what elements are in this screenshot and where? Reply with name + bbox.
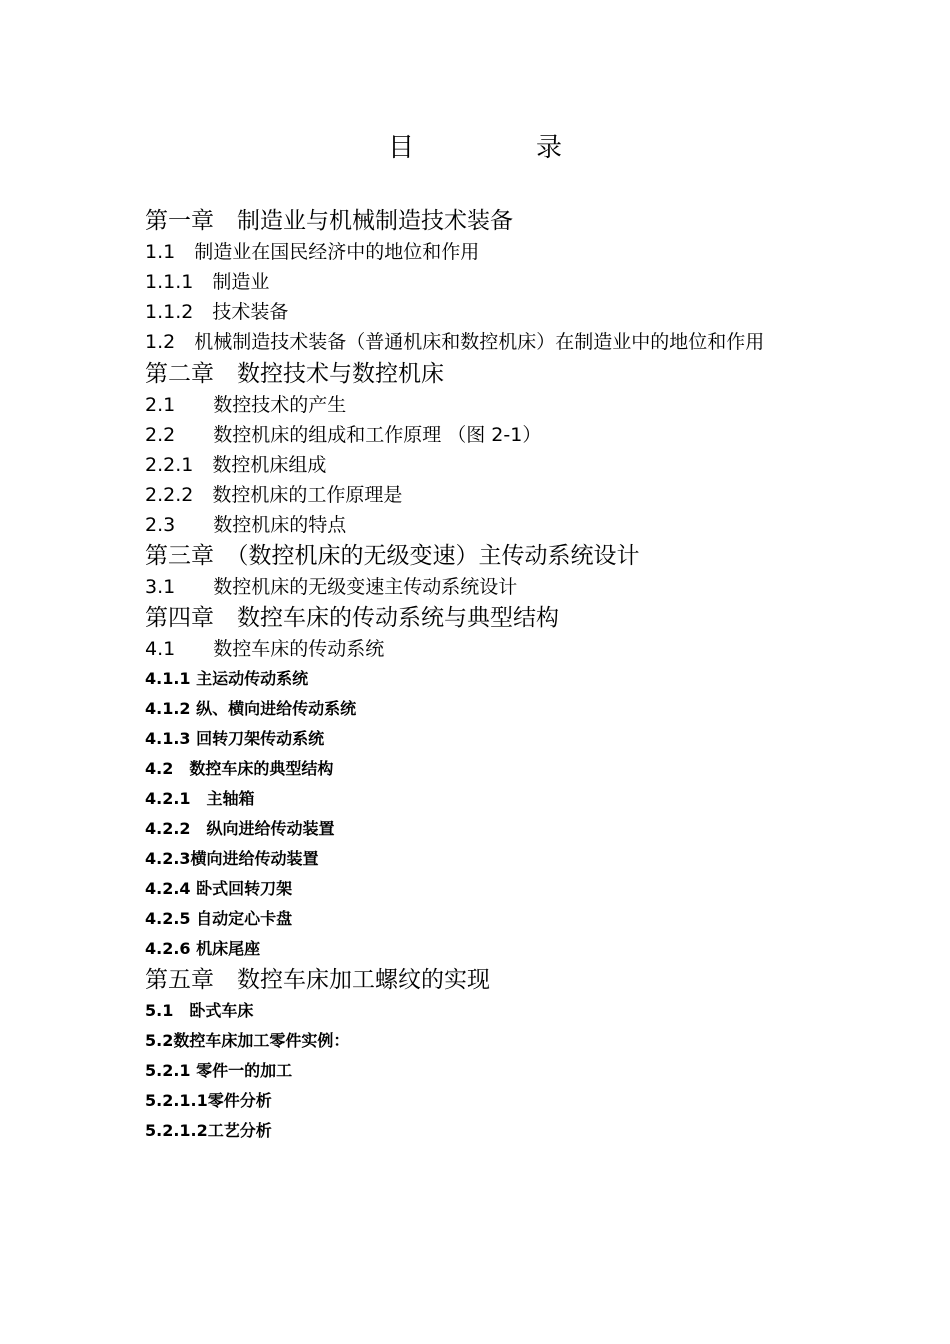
toc-section-1-1[interactable]: 1.1 制造业在国民经济中的地位和作用 bbox=[145, 241, 480, 263]
toc-section-5-1[interactable]: 5.1 卧式车床 bbox=[145, 1001, 254, 1020]
toc-section-4-2-1[interactable]: 4.2.1 主轴箱 bbox=[145, 789, 255, 808]
toc-section-4-2-4[interactable]: 4.2.4 卧式回转刀架 bbox=[145, 879, 293, 898]
toc-list bbox=[145, 205, 825, 1146]
toc-section-5-2-1[interactable]: 5.2.1 零件一的加工 bbox=[145, 1061, 293, 1080]
toc-section-4-1[interactable]: 4.1 数控车床的传动系统 bbox=[145, 638, 385, 660]
toc-title: 目 录 bbox=[387, 133, 610, 163]
toc-chapter-4[interactable]: 第四章 数控车床的传动系统与典型结构 bbox=[145, 605, 559, 631]
toc-section-3-1[interactable]: 3.1 数控机床的无级变速主传动系统设计 bbox=[145, 576, 518, 598]
toc-section-4-2-3[interactable]: 4.2.3横向进给传动装置 bbox=[145, 849, 319, 868]
toc-section-2-2-2[interactable]: 2.2.2 数控机床的工作原理是 bbox=[145, 484, 403, 506]
toc-section-2-1[interactable]: 2.1 数控技术的产生 bbox=[145, 394, 347, 416]
toc-section-1-2[interactable]: 1.2 机械制造技术装备（普通机床和数控机床）在制造业中的地位和作用 bbox=[145, 331, 765, 353]
toc-section-5-2[interactable]: 5.2数控车床加工零件实例： bbox=[145, 1031, 350, 1050]
toc-chapter-2[interactable]: 第二章 数控技术与数控机床 bbox=[145, 361, 444, 387]
toc-chapter-3[interactable]: 第三章 （数控机床的无级变速）主传动系统设计 bbox=[145, 543, 640, 569]
toc-section-5-2-1-1[interactable]: 5.2.1.1零件分析 bbox=[145, 1091, 272, 1110]
toc-section-4-1-1[interactable]: 4.1.1 主运动传动系统 bbox=[145, 669, 309, 688]
toc-section-2-2[interactable]: 2.2 数控机床的组成和工作原理 （图 2-1） bbox=[145, 424, 542, 446]
toc-section-1-1-2[interactable]: 1.1.2 技术装备 bbox=[145, 301, 289, 323]
toc-section-4-2-5[interactable]: 4.2.5 自动定心卡盘 bbox=[145, 909, 293, 928]
toc-section-2-2-1[interactable]: 2.2.1 数控机床组成 bbox=[145, 454, 327, 476]
toc-chapter-5[interactable]: 第五章 数控车床加工螺纹的实现 bbox=[145, 967, 490, 993]
toc-chapter-1[interactable]: 第一章 制造业与机械制造技术装备 bbox=[145, 208, 513, 234]
toc-section-4-1-2[interactable]: 4.1.2 纵、横向进给传动系统 bbox=[145, 699, 357, 718]
toc-section-4-2[interactable]: 4.2 数控车床的典型结构 bbox=[145, 759, 334, 778]
toc-section-2-3[interactable]: 2.3 数控机床的特点 bbox=[145, 514, 347, 536]
toc-section-4-1-3[interactable]: 4.1.3 回转刀架传动系统 bbox=[145, 729, 325, 748]
toc-section-4-2-6[interactable]: 4.2.6 机床尾座 bbox=[145, 939, 261, 958]
toc-section-4-2-2[interactable]: 4.2.2 纵向进给传动装置 bbox=[145, 819, 335, 838]
toc-section-5-2-1-2[interactable]: 5.2.1.2工艺分析 bbox=[145, 1121, 272, 1140]
toc-section-1-1-1[interactable]: 1.1.1 制造业 bbox=[145, 271, 270, 293]
